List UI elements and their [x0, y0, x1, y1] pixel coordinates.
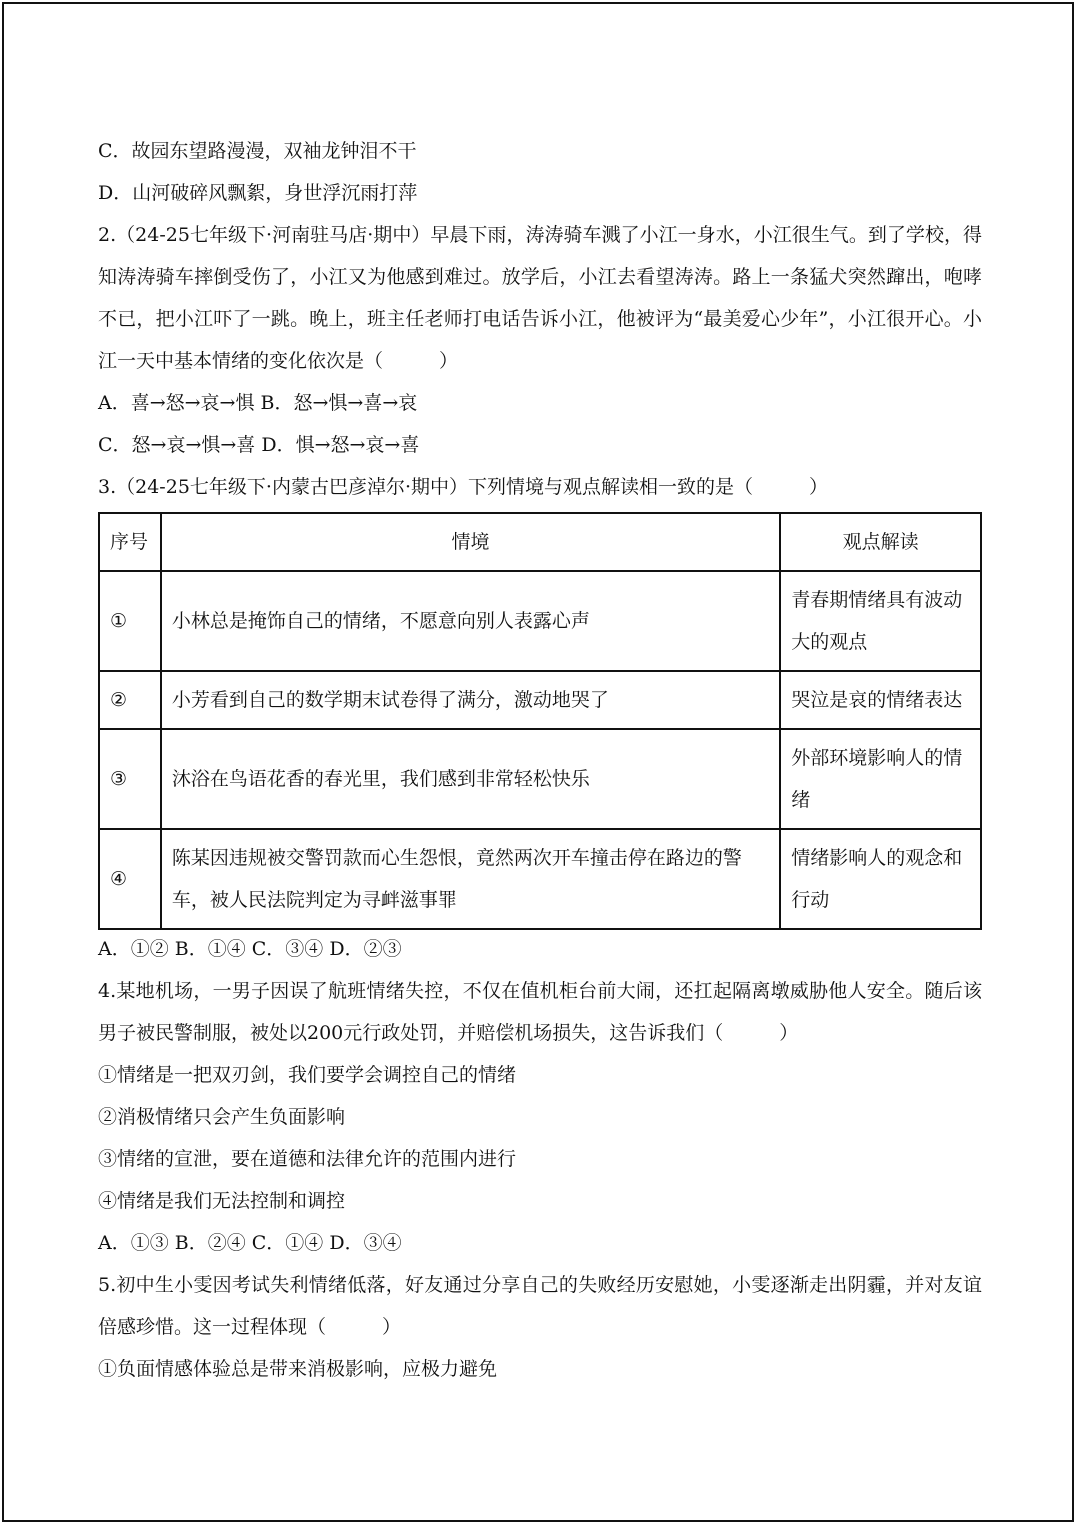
table-row [99, 829, 981, 929]
q4-stem-close: ） [779, 1022, 799, 1044]
q4-item: ③情绪的宣泄，要在道德和法律允许的范围内进行 [98, 1148, 517, 1170]
row-situation: 陈某因违规被交警罚款而心生怨恨，竟然两次开车撞击停在路边的警车，被人民法院判定为寻衅滋事罪 [161, 829, 780, 929]
q4-item: ①情绪是一把双刃剑，我们要学会调控自己的情绪 [98, 1064, 517, 1086]
q5-stem-text: 5.初中生小雯因考试失利情绪低落，好友通过分享自己的失败经历安慰她，小雯逐渐走出阴霾，并对友谊倍感珍惜。这一过程体现（ [98, 1274, 982, 1338]
header-view: 观点解读 [780, 513, 981, 571]
row-situation: 小林总是掩饰自己的情绪，不愿意向别人表露心声 [161, 571, 780, 671]
row-view: 青春期情绪具有波动大的观点 [780, 571, 981, 671]
table-header-row [99, 513, 981, 571]
header-situation: 情境 [161, 513, 780, 571]
q3-stem-close: ） [808, 476, 828, 498]
q1-option-d: D．山河破碎风飘絮，身世浮沉雨打萍 [98, 182, 418, 204]
q5-item: ①负面情感体验总是带来消极影响，应极力避免 [98, 1358, 498, 1380]
row-view: 哭泣是哀的情绪表达 [780, 671, 981, 729]
q2-options-cd: C．怒→哀→惧→喜 D．惧→怒→哀→喜 [98, 434, 420, 456]
row-no: ④ [99, 829, 161, 929]
table-row [99, 729, 981, 829]
row-no: ③ [99, 729, 161, 829]
row-situation: 小芳看到自己的数学期末试卷得了满分，激动地哭了 [161, 671, 780, 729]
q2-options-ab: A．喜→怒→哀→惧 B．怒→惧→喜→哀 [98, 392, 418, 414]
q3-options: A．①② B．①④ C．③④ D．②③ [98, 938, 402, 960]
q4-options: A．①③ B．②④ C．①④ D．③④ [98, 1232, 402, 1254]
q3-table [98, 512, 982, 930]
q4-stem [98, 970, 982, 1054]
table-row [99, 571, 981, 671]
header-no: 序号 [99, 513, 161, 571]
table-row [99, 671, 981, 729]
row-view: 外部环境影响人的情绪 [780, 729, 981, 829]
q2-stem [98, 214, 982, 382]
q4-item: ②消极情绪只会产生负面影响 [98, 1106, 346, 1128]
row-situation: 沐浴在鸟语花香的春光里，我们感到非常轻松快乐 [161, 729, 780, 829]
row-no: ② [99, 671, 161, 729]
q3-stem-text: 3.（24-25七年级下·内蒙古巴彦淖尔·期中）下列情境与观点解读相一致的是（ [98, 476, 753, 498]
q2-stem-close: ） [439, 350, 459, 372]
q4-item: ④情绪是我们无法控制和调控 [98, 1190, 346, 1212]
row-view: 情绪影响人的观念和行动 [780, 829, 981, 929]
q1-option-c: C．故园东望路漫漫，双袖龙钟泪不干 [98, 140, 417, 162]
q5-stem [98, 1264, 982, 1348]
q2-stem-text: 2.（24-25七年级下·河南驻马店·期中）早晨下雨，涛涛骑车溅了小江一身水，小江很生气。到了学校，得知涛涛骑车摔倒受伤了，小江又为他感到难过。放学后，小江去看望涛涛。路上一条猛犬突然蹿出，咆哮不已，把小江吓了一跳。晚上，班主任老师打电话告诉小江，他被评为“最美爱心少年”，小江很开心。小江一天中基本情绪的变化依次是（ [98, 224, 982, 372]
q3-stem [98, 466, 828, 508]
q4-stem-text: 4.某地机场，一男子因误了航班情绪失控，不仅在值机柜台前大闹，还扛起隔离墩威胁他人安全。随后该男子被民警制服，被处以200元行政处罚，并赔偿机场损失，这告诉我们（ [98, 980, 982, 1044]
q5-stem-close: ） [382, 1316, 402, 1338]
row-no: ① [99, 571, 161, 671]
